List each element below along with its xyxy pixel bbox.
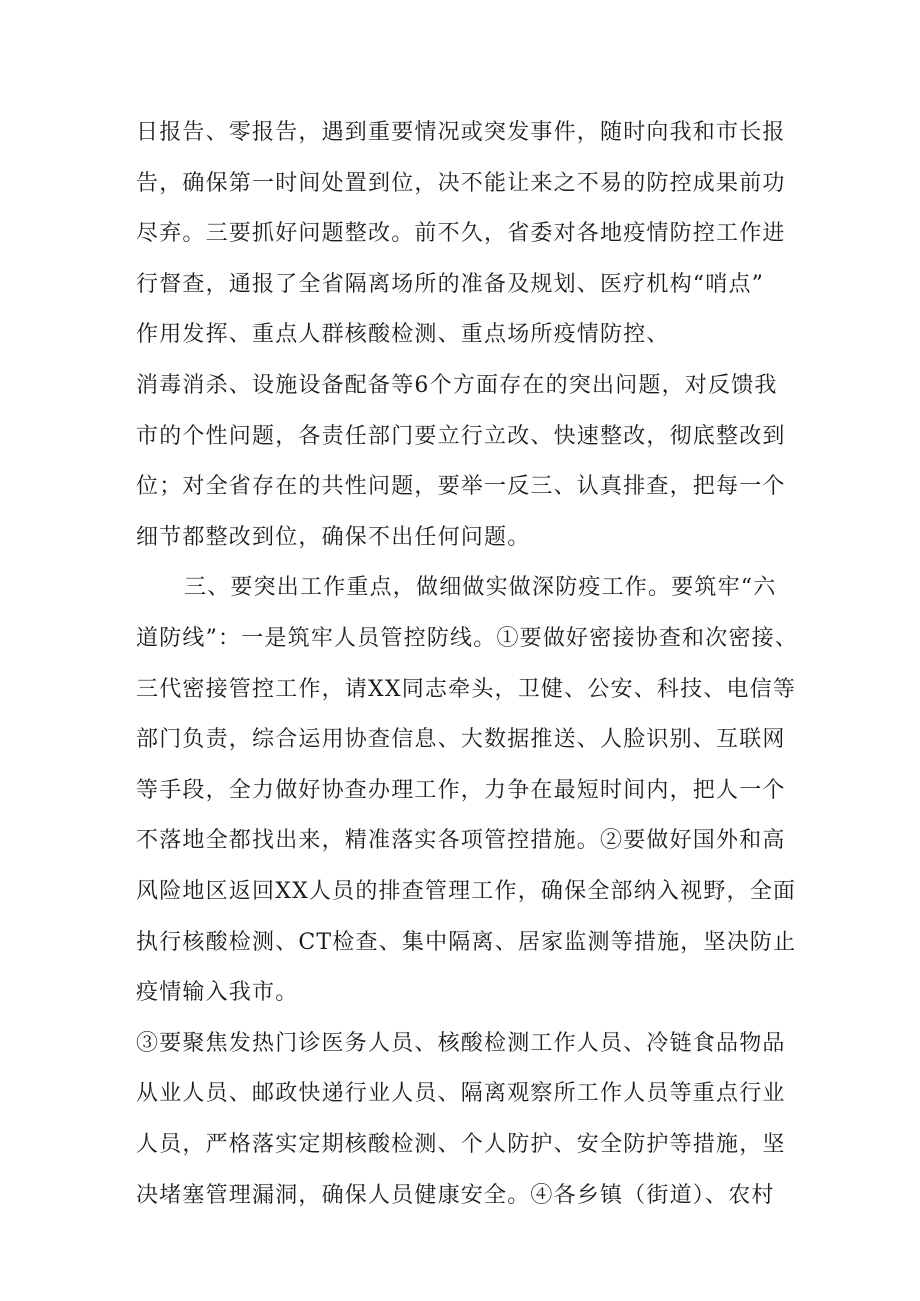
text-line: 道防线”：一是筑牢人员管控防线。①要做好密接协查和次密接、 <box>136 626 799 651</box>
text-line: 告，确保第一时间处置到位，决不能让来之不易的防控成果前功 <box>136 171 786 196</box>
text-line: 等手段，全力做好协查办理工作，力争在最短时间内，把人一个 <box>136 778 786 803</box>
text-line: 风险地区返回XX人员的排查管理工作，确保全部纳入视野，全面 <box>136 879 797 904</box>
text-line: 不落地全都找出来，精准落实各项管控措施。②要做好国外和高 <box>136 828 786 853</box>
text-line: ③要聚焦发热门诊医务人员、核酸检测工作人员、冷链食品物品 <box>136 1031 786 1056</box>
text-line: 部门负责，综合运用协查信息、大数据推送、人脸识别、互联网 <box>136 727 786 752</box>
text-line: 市的个性问题，各责任部门要立行立改、快速整改，彻底整改到 <box>136 424 786 449</box>
text-line: 尽弃。三要抓好问题整改。前不久，省委对各地疫情防控工作进 <box>136 221 786 246</box>
text-line: 细节都整改到位，确保不出任何问题。 <box>136 525 531 550</box>
text-line: 三代密接管控工作，请XX同志牵头，卫健、公安、科技、电信等 <box>136 677 797 702</box>
text-line-overflow: 决堵塞管理漏洞，确保人员健康安全。④各乡镇（街道）、农村 <box>136 1183 775 1208</box>
text-line: 三、要突出工作重点，做细做实做深防疫工作。要筑牢“六 <box>184 575 777 600</box>
text-line: 位；对全省存在的共性问题，要举一反三、认真排查，把每一个 <box>136 474 786 499</box>
text-line: 疫情输入我市。 <box>136 980 299 1005</box>
text-line: 执行核酸检测、CT检查、集中隔离、居家监测等措施，坚决防止 <box>136 930 797 955</box>
text-line: 作用发挥、重点人群核酸检测、重点场所疫情防控、 <box>136 322 670 347</box>
text-line: 从业人员、邮政快递行业人员、隔离观察所工作人员等重点行业 <box>136 1081 786 1106</box>
text-line: 人员，严格落实定期核酸检测、个人防护、安全防护等措施，坚 <box>136 1132 786 1157</box>
text-line: 日报告、零报告，遇到重要情况或突发事件，随时向我和市长报 <box>136 120 786 145</box>
text-line: 行督查，通报了全省隔离场所的准备及规划、医疗机构“哨点” <box>136 272 765 297</box>
text-line: 消毒消杀、设施设备配备等6个方面存在的突出问题，对反馈我 <box>136 373 778 398</box>
